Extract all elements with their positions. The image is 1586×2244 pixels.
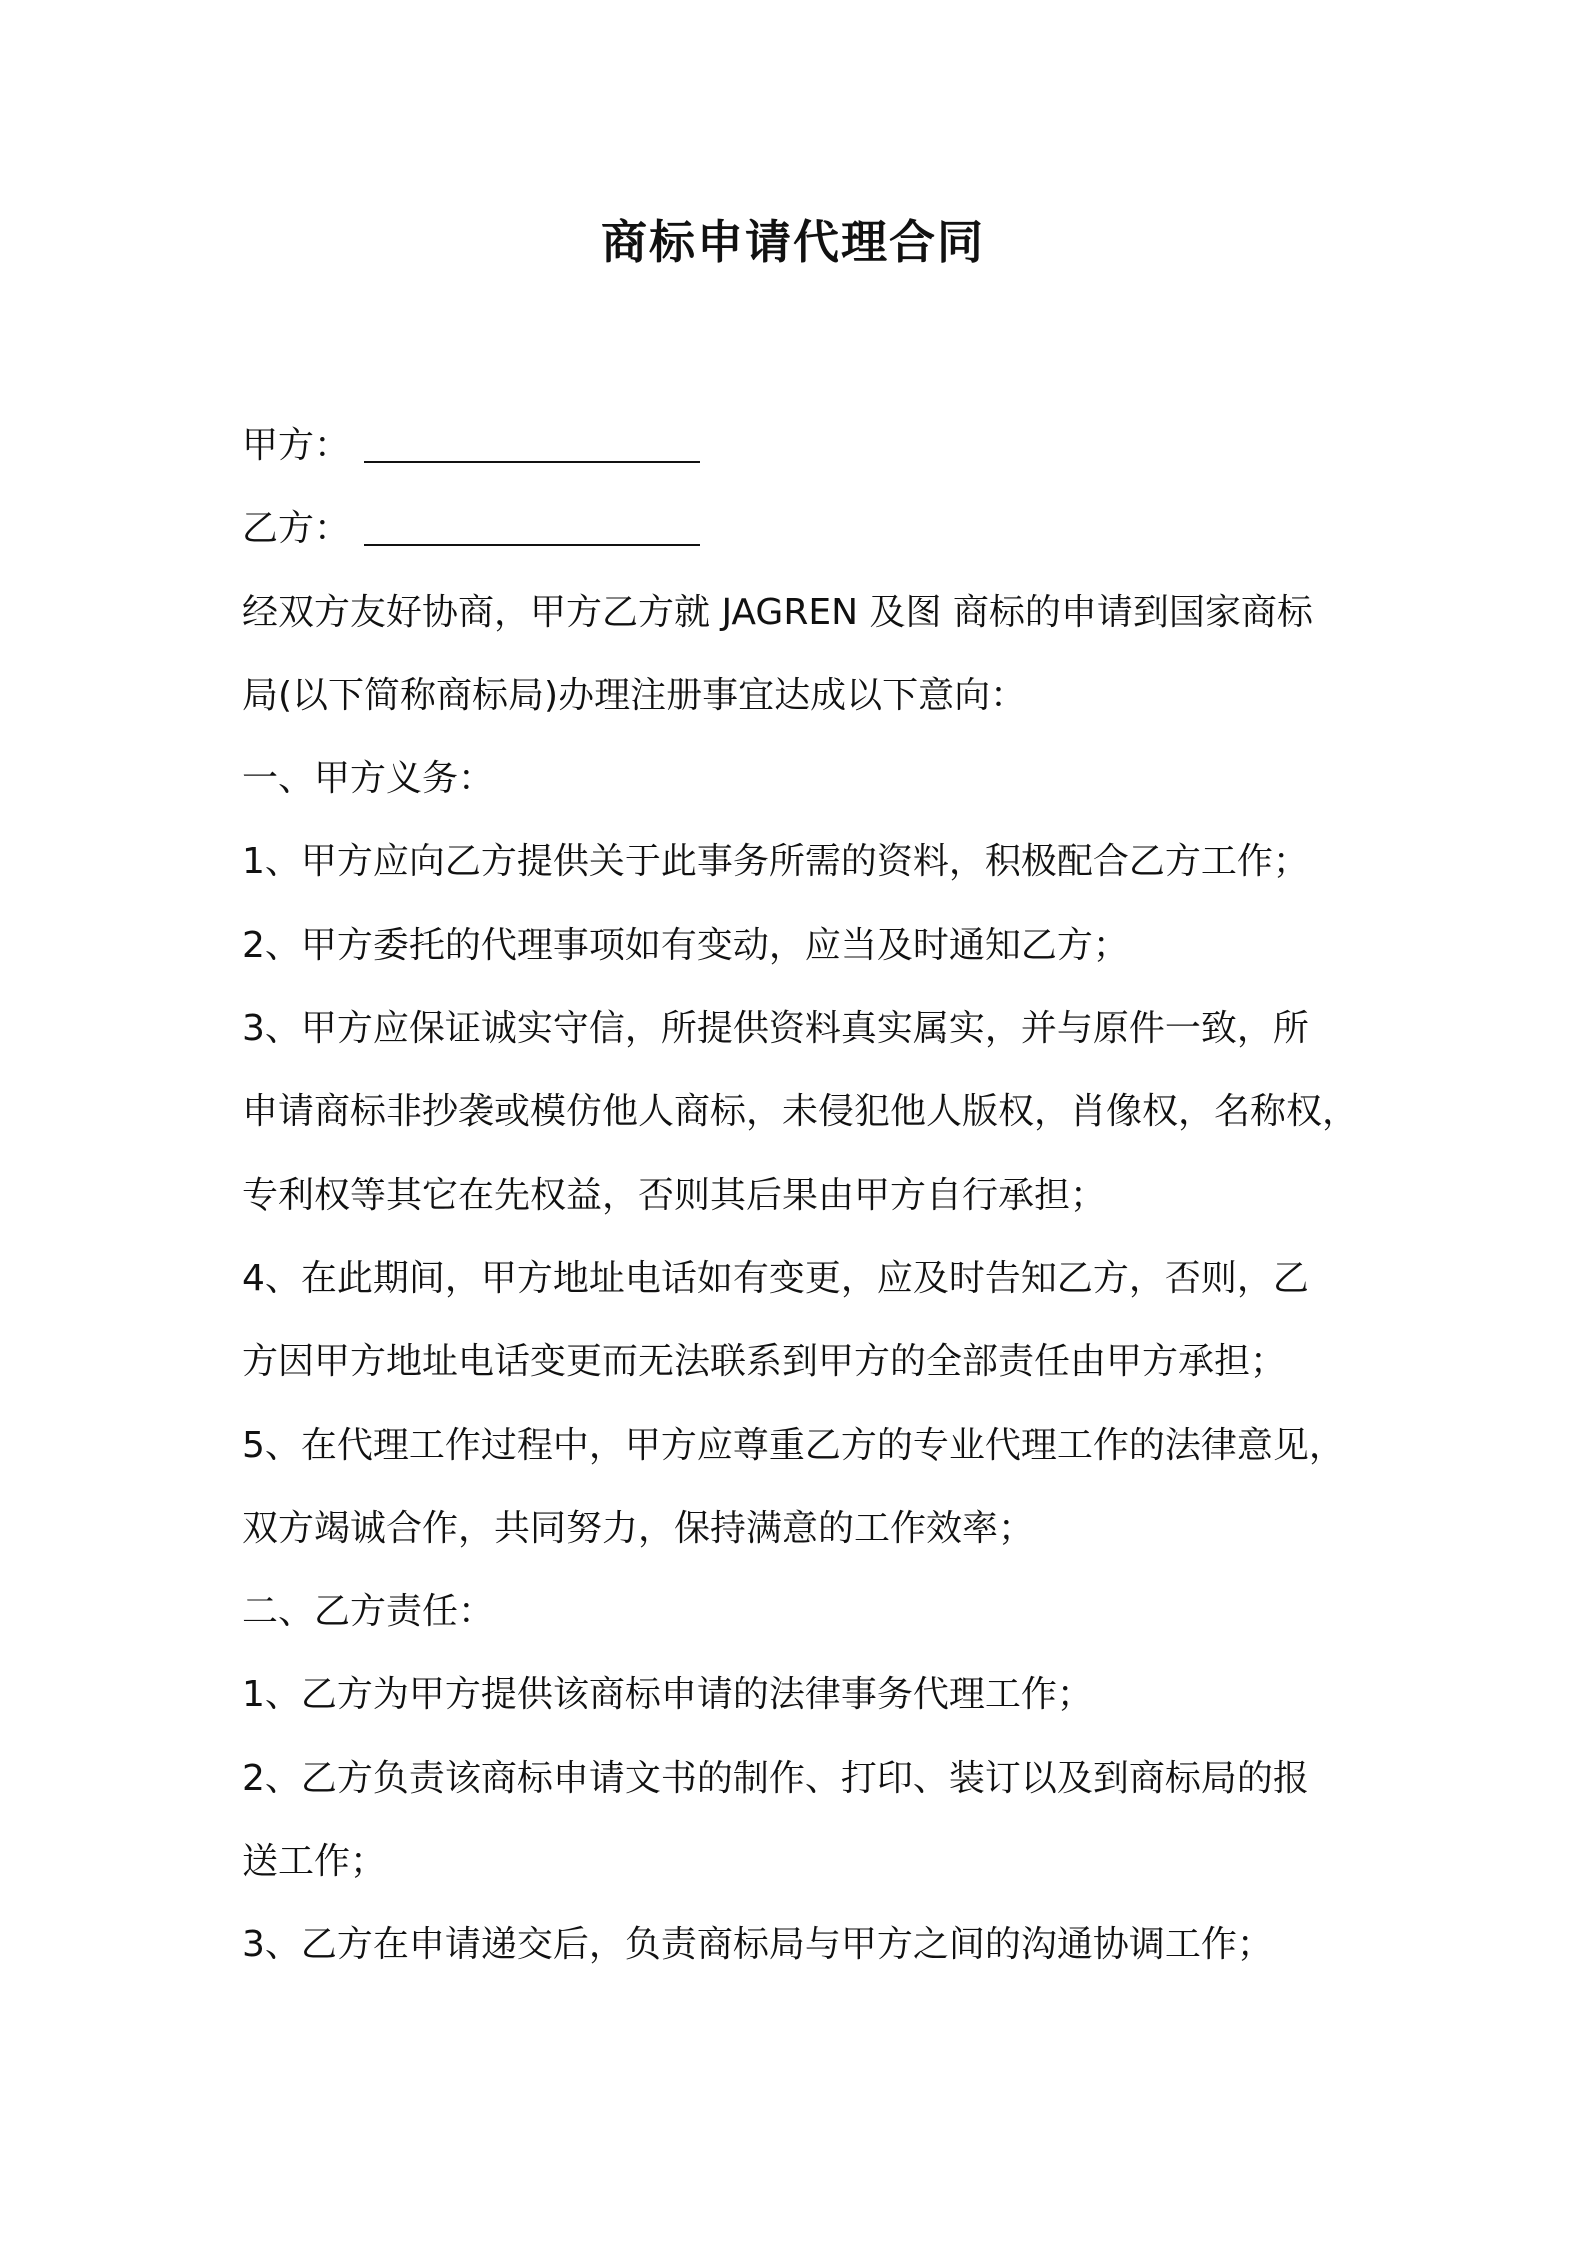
section-heading: 二、乙方责任： bbox=[242, 1591, 495, 1633]
party-a-blank bbox=[364, 421, 700, 463]
clause-line: 1、乙方为甲方提供该商标申请的法律事务代理工作； bbox=[242, 1674, 1093, 1716]
paragraph-line: 局(以下简称商标局)办理注册事宜达成以下意向： bbox=[242, 674, 1027, 716]
document-title: 商标申请代理合同 bbox=[601, 215, 985, 269]
clause-line: 2、甲方委托的代理事项如有变动，应当及时通知乙方； bbox=[242, 924, 1129, 966]
section-heading: 一、甲方义务： bbox=[242, 758, 495, 800]
paragraph-line: 经双方友好协商，甲方乙方就 JAGREN 及图 商标的申请到国家商标 bbox=[242, 591, 1313, 633]
clause-line: 2、乙方负责该商标申请文书的制作、打印、装订以及到商标局的报 bbox=[242, 1757, 1309, 1799]
clause-line: 1、甲方应向乙方提供关于此事务所需的资料，积极配合乙方工作； bbox=[242, 841, 1309, 883]
party-b-label: 乙方： bbox=[242, 508, 351, 550]
clause-line: 3、乙方在申请递交后，负责商标局与甲方之间的沟通协调工作； bbox=[242, 1924, 1273, 1966]
document-body bbox=[242, 404, 1382, 1987]
clause-line: 3、甲方应保证诚实守信，所提供资料真实属实，并与原件一致，所 bbox=[242, 1008, 1309, 1050]
clause-line: 5、在代理工作过程中，甲方应尊重乙方的专业代理工作的法律意见， bbox=[242, 1424, 1345, 1466]
party-b-blank bbox=[364, 504, 700, 546]
clause-line: 申请商标非抄袭或模仿他人商标，未侵犯他人版权，肖像权，名称权， bbox=[242, 1091, 1359, 1133]
party-a-label: 甲方： bbox=[242, 425, 351, 466]
clause-line: 4、在此期间，甲方地址电话如有变更，应及时告知乙方，否则，乙 bbox=[242, 1257, 1309, 1299]
clause-line: 专利权等其它在先权益，否则其后果由甲方自行承担； bbox=[242, 1174, 1107, 1216]
party-b-line bbox=[242, 487, 1382, 570]
party-a-line bbox=[242, 404, 1382, 487]
clause-line: 双方竭诚合作，共同努力，保持满意的工作效率； bbox=[242, 1507, 1035, 1549]
clause-line: 方因甲方地址电话变更而无法联系到甲方的全部责任由甲方承担； bbox=[242, 1341, 1287, 1383]
clause-line: 送工作； bbox=[242, 1841, 387, 1883]
